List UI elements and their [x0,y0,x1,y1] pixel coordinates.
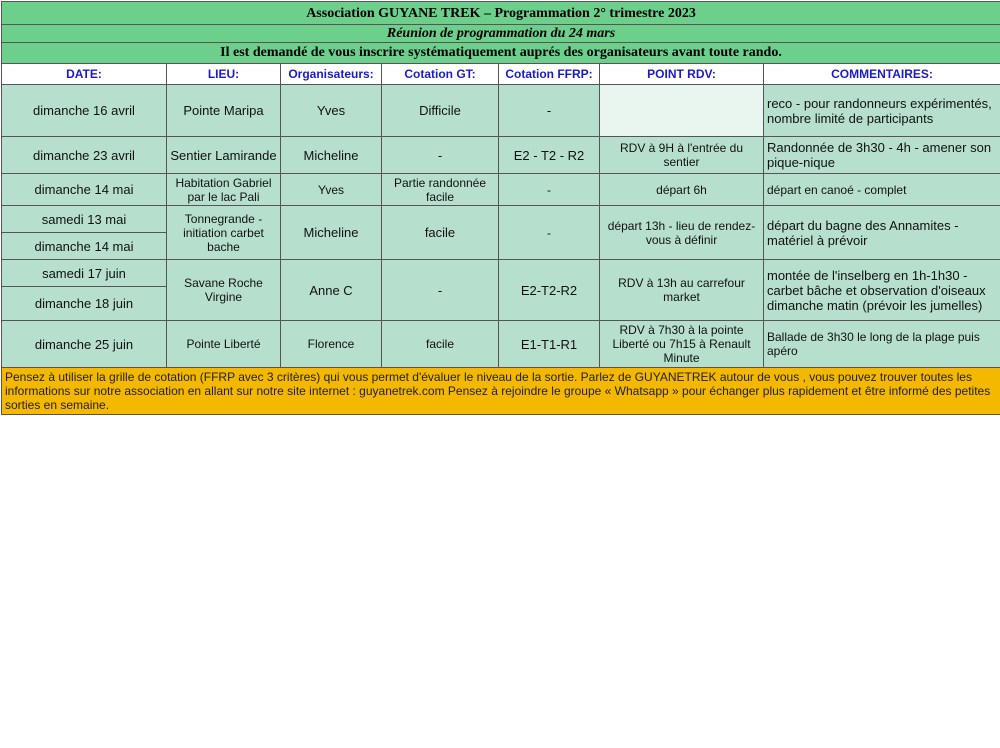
table-row [2,174,1000,206]
cell-cotation-ffrp: E2-T2-R2 [499,260,600,321]
cell-organisateur: Micheline [281,137,382,174]
cell-date: dimanche 18 juin [2,287,167,321]
cell-point-rdv: RDV à 7h30 à la pointe Liberté ou 7h15 à Renault Minute [600,321,764,368]
cell-commentaire: reco - pour randonneurs expérimentés, nombre limité de participants [764,85,1000,137]
cell-point-rdv: RDV à 13h au carrefour market [600,260,764,321]
cell-cotation-gt: - [382,260,499,321]
cell-lieu: Pointe Maripa [167,85,281,137]
cell-commentaire: départ du bagne des Annamites - matériel à prévoir [764,206,1000,260]
cell-organisateur: Yves [281,174,382,206]
header-row [2,64,1000,85]
table-row [2,85,1000,137]
title-row-3 [2,43,1000,64]
table-row [2,137,1000,174]
header-cotation-ffrp: Cotation FFRP: [499,64,600,85]
sheet-title: Association GUYANE TREK – Programmation 2° trimestre 2023 [2,2,1000,25]
footer-row [2,368,1000,415]
cell-cotation-ffrp: - [499,206,600,260]
cell-point-rdv: RDV à 9H à l'entrée du sentier [600,137,764,174]
header-lieu: LIEU: [167,64,281,85]
cell-date: dimanche 16 avril [2,85,167,137]
header-cotation-gt: Cotation GT: [382,64,499,85]
cell-commentaire: montée de l'inselberg en 1h-1h30 - carbet bâche et observation d'oiseaux dimanche matin (prévoir les jumelles) [764,260,1000,321]
program-table [1,1,1000,415]
cell-organisateur: Micheline [281,206,382,260]
cell-cotation-ffrp: - [499,174,600,206]
cell-lieu: Pointe Liberté [167,321,281,368]
cell-lieu: Sentier Lamirande [167,137,281,174]
cell-cotation-ffrp: E1-T1-R1 [499,321,600,368]
cell-point-rdv: départ 6h [600,174,764,206]
cell-commentaire: Ballade de 3h30 le long de la plage puis apéro [764,321,1000,368]
cell-date: samedi 13 mai [2,206,167,233]
cell-date: samedi 17 juin [2,260,167,287]
cell-cotation-gt: facile [382,321,499,368]
cell-date: dimanche 25 juin [2,321,167,368]
table-row [2,321,1000,368]
cell-cotation-gt: facile [382,206,499,260]
cell-cotation-gt: Difficile [382,85,499,137]
cell-date: dimanche 23 avril [2,137,167,174]
cell-lieu: Habitation Gabriel par le lac Pali [167,174,281,206]
cell-lieu: Tonnegrande - initiation carbet bache [167,206,281,260]
header-point-rdv: POINT RDV: [600,64,764,85]
table-row [2,206,1000,233]
cell-point-rdv: départ 13h - lieu de rendez-vous à définir [600,206,764,260]
cell-cotation-ffrp: E2 - T2 - R2 [499,137,600,174]
cell-cotation-gt: - [382,137,499,174]
cell-organisateur: Anne C [281,260,382,321]
cell-cotation-gt: Partie randonnée facile [382,174,499,206]
title-row-2 [2,25,1000,43]
cell-lieu: Savane Roche Virgine [167,260,281,321]
cell-organisateur: Florence [281,321,382,368]
cell-cotation-ffrp: - [499,85,600,137]
table-row [2,260,1000,287]
header-commentaires: COMMENTAIRES: [764,64,1000,85]
footer-note: Pensez à utiliser la grille de cotation (FFRP avec 3 critères) qui vous permet d'évaluer le niveau de la sortie. Parlez de GUYANETREK autour de vous , vous pouvez trouver toutes les informations sur notre association en allant sur notre site internet : guyanetrek.com Pensez à rejoindre le groupe « Whatsapp » pour échanger plus rapidement et être informé des petites sorties en semaine. [2,368,1000,415]
cell-commentaire: départ en canoé - complet [764,174,1000,206]
cell-commentaire: Randonnée de 3h30 - 4h - amener son pique-nique [764,137,1000,174]
sheet-notice: Il est demandé de vous inscrire systématiquement auprés des organisateurs avant toute rando. [2,43,1000,64]
header-organisateurs: Organisateurs: [281,64,382,85]
sheet-subtitle: Réunion de programmation du 24 mars [2,25,1000,43]
header-date: DATE: [2,64,167,85]
cell-point-rdv [600,85,764,137]
cell-organisateur: Yves [281,85,382,137]
cell-date: dimanche 14 mai [2,233,167,260]
program-sheet [1,1,1000,415]
title-row-1 [2,2,1000,25]
cell-date: dimanche 14 mai [2,174,167,206]
